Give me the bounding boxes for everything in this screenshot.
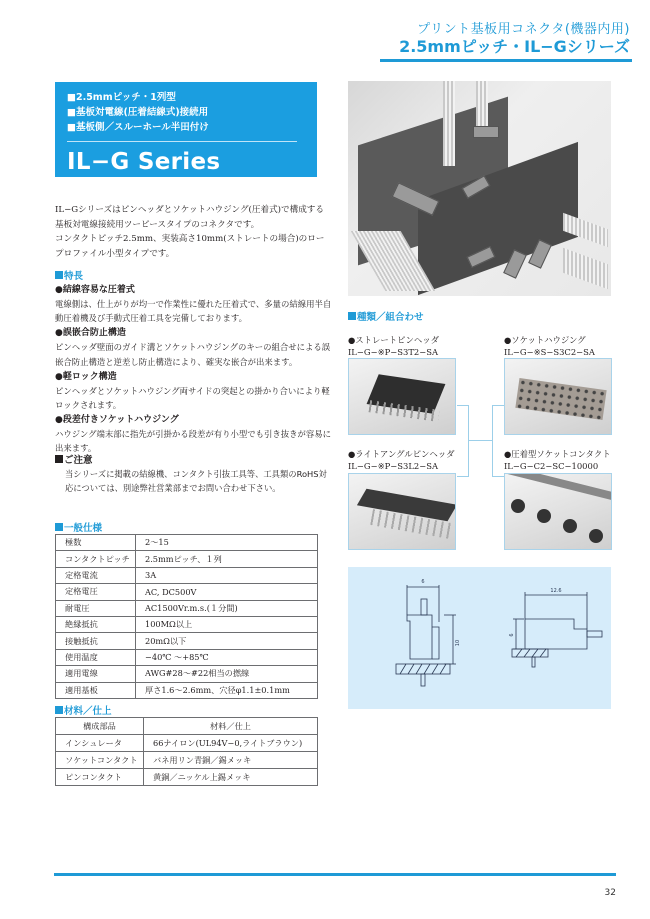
spec-value: −40℃ 〜+85℃	[136, 649, 318, 665]
page-number: 32	[604, 888, 616, 898]
table-row	[56, 649, 318, 665]
right-angle-header-photo	[348, 473, 456, 550]
wire-bundle	[443, 81, 455, 166]
spec-key: 適用電線	[56, 666, 136, 682]
spec-value: 厚さ1.6〜2.6mm、穴径φ1.1±0.1mm	[136, 682, 318, 698]
spec-key: 接触抵抗	[56, 633, 136, 649]
panel-feature: ■基板側／スルーホール半田付け	[67, 122, 209, 133]
wire-bundle	[563, 213, 608, 247]
notice-title-label: ご注意	[64, 455, 93, 466]
panel-feature: ■2.5mmピッチ・1列型	[67, 92, 176, 103]
notice-text: 当シリーズに掲載の結線機、コンタクト引抜工具等、工具類のRoHS対応については、別途弊社営業部までお問い合わせ下さい。	[65, 469, 327, 493]
panel-feature: ■基板対電線(圧着結線式)接続用	[67, 107, 209, 118]
materials-heading	[55, 703, 112, 717]
table-row	[56, 535, 318, 551]
general-specs-heading	[55, 520, 102, 534]
spec-key: 定格電流	[56, 567, 136, 583]
part-cell: ソケットコンタクト	[56, 752, 144, 769]
header-subtitle: プリント基板用コネクタ(機器内用)	[417, 22, 630, 37]
type-name: ●ライトアングルピンヘッダ	[348, 449, 455, 459]
spec-key: 耐電圧	[56, 600, 136, 616]
series-panel	[55, 82, 317, 177]
connector-line	[468, 440, 493, 441]
connector-line	[468, 405, 469, 477]
square-bullet-icon	[55, 523, 63, 531]
part-number: IL−G−※S−S3C2−SA	[504, 346, 595, 357]
square-bullet-icon	[348, 312, 356, 320]
spec-key: 適用基板	[56, 682, 136, 698]
features-heading-label: 特長	[64, 271, 84, 282]
table-row	[56, 735, 318, 752]
dim-width-straight: 6	[421, 579, 425, 585]
contact-shape	[589, 529, 603, 543]
connector-line	[492, 405, 504, 406]
spec-value: AWG#28〜#22相当の撚線	[136, 666, 318, 682]
column-header: 構成部品	[56, 718, 144, 735]
type-item-crimp-contact	[504, 449, 614, 472]
part-cell: ピンコンタクト	[56, 769, 144, 786]
feature-desc: ピンヘッダ壁面のガイド溝とソケットハウジングのキーの組合せによる誤嵌合防止構造と逆差し防止構造により、確実な嵌合が出来ます。	[55, 342, 331, 367]
intro-line: IL−Gシリーズはピンヘッダとソケットハウジング(圧着式)で構成する	[55, 205, 324, 215]
type-item-right-angle-header	[348, 449, 458, 472]
table-row	[56, 769, 318, 786]
materials-heading-label: 材料／仕上	[64, 706, 112, 717]
type-name: ●ソケットハウジング	[504, 335, 586, 345]
connector-line	[457, 476, 469, 477]
straight-header-photo	[348, 358, 456, 435]
column-header: 材料／仕上	[144, 718, 318, 735]
product-photo	[348, 81, 611, 296]
spec-key: コンタクトピッチ	[56, 551, 136, 567]
type-name: ●ストレートピンヘッダ	[348, 335, 440, 345]
dim-height-straight: 10	[455, 639, 461, 647]
wire-bundle	[476, 81, 488, 131]
table-row	[56, 551, 318, 567]
types-heading	[348, 309, 424, 323]
feature-title: ●誤嵌合防止構造	[55, 328, 126, 339]
header-title: 2.5mmピッチ・IL−Gシリーズ	[399, 37, 630, 56]
spec-key: 絶縁抵抗	[56, 616, 136, 632]
part-number: IL−G−C2−SC−10000	[504, 460, 599, 471]
notice-title	[55, 452, 335, 466]
material-cell: バネ用リン青銅／錫メッキ	[144, 752, 318, 769]
contact-shape	[563, 519, 577, 533]
feature-desc: ピンヘッダとソケットハウジング両サイドの突起との掛かり合いにより軽ロックされます。	[55, 385, 330, 411]
feature-desc: ハウジング端末部に指先が引掛かる段差が有り小型でも引き抜きが容易に出来ます。	[55, 429, 331, 454]
header-rule	[380, 59, 632, 62]
part-cell: インシュレータ	[56, 735, 144, 752]
spec-value: 20mΩ以下	[136, 633, 318, 649]
connector-line	[492, 476, 504, 477]
types-heading-label: 種類／組合わせ	[357, 312, 424, 323]
general-specs-heading-label: 一般仕様	[64, 523, 103, 534]
spec-value: 2〜15	[136, 535, 318, 551]
dim-length-angle: 12.6	[550, 588, 562, 594]
type-item-straight-header	[348, 335, 458, 358]
table-row	[56, 567, 318, 583]
table-row	[56, 682, 318, 698]
general-specs-table	[55, 534, 318, 699]
housing-body-shape	[515, 378, 606, 420]
contact-shape	[537, 509, 551, 523]
part-number: IL−G−※P−S3T2−SA	[348, 346, 439, 357]
crimp-contact-photo	[504, 473, 612, 550]
feature-title: ●軽ロック構造	[55, 371, 117, 382]
square-bullet-icon	[55, 271, 63, 279]
spec-value: AC, DC500V	[136, 584, 318, 600]
dim-height-angle: 6	[509, 633, 515, 637]
spec-value: 2.5mmピッチ、１列	[136, 551, 318, 567]
contact-shape	[511, 499, 525, 513]
wire-bundle	[563, 248, 608, 289]
spec-value: 3A	[136, 567, 318, 583]
material-cell: 66ナイロン(UL94V−0,ライトブラウン)	[144, 735, 318, 752]
square-bullet-icon	[55, 455, 63, 463]
table-row	[56, 600, 318, 616]
table-row	[56, 666, 318, 682]
series-name: IL−G Series	[67, 149, 221, 175]
feature-title: ●段差付きソケットハウジング	[55, 415, 179, 426]
spec-value: AC1500Vr.m.s.(１分間)	[136, 600, 318, 616]
features-list	[55, 282, 335, 456]
footer-rule	[54, 873, 616, 876]
spec-value: 100MΩ以上	[136, 616, 318, 632]
material-cell: 黄銅／ニッケル上錫メッキ	[144, 769, 318, 786]
table-row	[56, 633, 318, 649]
table-row	[56, 584, 318, 600]
connector-line	[492, 405, 493, 477]
spec-key: 使用温度	[56, 649, 136, 665]
square-bullet-icon	[55, 706, 63, 714]
type-item-socket-housing	[504, 335, 614, 358]
spec-key: 定格電圧	[56, 584, 136, 600]
features-heading	[55, 268, 83, 282]
intro-line: コンタクトピッチ2.5mm、実装高さ10mm(ストレートの場合)のロー	[55, 234, 325, 244]
intro-line: プロファイル小型タイプです。	[55, 248, 175, 259]
panel-divider	[67, 141, 297, 142]
socket-housing-photo	[504, 358, 612, 435]
outline-drawing-svg	[348, 567, 611, 709]
part-number: IL−G−※P−S3L2−SA	[348, 460, 439, 471]
materials-table	[55, 717, 318, 786]
carrier-strip-shape	[506, 473, 612, 500]
connector-shape	[473, 126, 499, 138]
feature-title: ●結線容易な圧着式	[55, 285, 135, 295]
intro-line: 基板対電線接続用ツーピースタイプのコネクタです。	[55, 219, 260, 230]
intro-text	[55, 203, 330, 261]
table-row	[56, 752, 318, 769]
table-row	[56, 616, 318, 632]
notice-box	[55, 452, 335, 495]
feature-desc: 電線側は、仕上がりが均一で作業性に優れた圧着式で、多量の結線用半自動圧着機及び手動式圧着工具を完備しております。	[55, 299, 332, 324]
table-header-row	[56, 718, 318, 735]
dimension-drawing	[348, 567, 611, 709]
spec-key: 極数	[56, 535, 136, 551]
type-name: ●圧着型ソケットコンタクト	[504, 449, 611, 459]
